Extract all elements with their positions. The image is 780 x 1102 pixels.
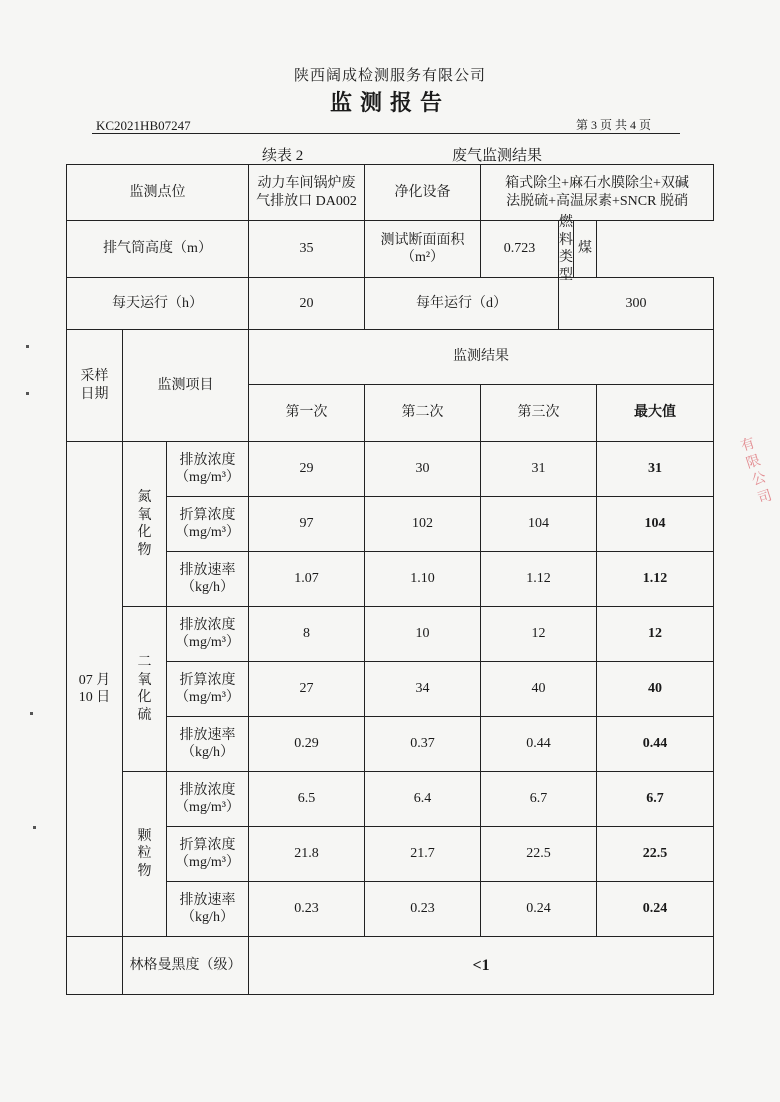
value-max: 0.44 — [597, 717, 714, 772]
pollutant-group-nox — [123, 442, 167, 607]
value-first: 0.23 — [249, 882, 365, 937]
item-line: （kg/h） — [181, 580, 234, 595]
report-number: KC2021HB07247 — [96, 118, 191, 133]
value-second: 34 — [365, 662, 481, 717]
pollutant-char: 粒 — [137, 846, 152, 862]
first-header: 第一次 — [249, 385, 365, 442]
info-row-point — [67, 165, 714, 221]
pollutant-char: 氧 — [137, 672, 152, 688]
section-area-label-line: 测试断面面积 — [380, 232, 465, 248]
value-max: 104 — [597, 497, 714, 552]
item-header: 监测项目 — [123, 330, 249, 442]
value-first: 8 — [249, 607, 365, 662]
value-second: 102 — [365, 497, 481, 552]
pollutant-char: 颗 — [137, 828, 152, 844]
value-first: 21.8 — [249, 827, 365, 882]
item-cell — [167, 607, 249, 662]
stack-height-label: 排气筒高度（m） — [67, 221, 249, 278]
item-cell — [167, 882, 249, 937]
value-max: 22.5 — [597, 827, 714, 882]
ringelmann-value: <1 — [249, 937, 714, 995]
item-line: （mg/m³） — [175, 855, 240, 870]
value-second: 1.10 — [365, 552, 481, 607]
fuel-cell — [559, 215, 597, 283]
equipment-line: 箱式除尘+麻石水膜除尘+双碱 — [505, 176, 689, 191]
value-second: 10 — [365, 607, 481, 662]
pollutant-char: 化 — [137, 525, 152, 540]
item-cell — [167, 442, 249, 497]
value-max: 0.24 — [597, 882, 714, 937]
value-max: 40 — [597, 662, 714, 717]
item-line: 排放速率 — [179, 727, 236, 743]
value-first: 97 — [249, 497, 365, 552]
info-row-operation — [67, 278, 714, 330]
second-header: 第二次 — [365, 385, 481, 442]
monitoring-point-label: 监测点位 — [67, 165, 249, 221]
value-max: 31 — [597, 442, 714, 497]
item-line: （mg/m³） — [175, 525, 240, 540]
value-max: 1.12 — [597, 552, 714, 607]
item-cell — [167, 827, 249, 882]
stack-height-value: 35 — [249, 221, 365, 278]
sampling-date-header-line: 日期 — [80, 386, 109, 402]
purification-equipment-value — [481, 165, 714, 221]
item-line: （kg/h） — [181, 910, 234, 925]
pollutant-group-so2 — [123, 607, 167, 772]
item-line: （mg/m³） — [175, 690, 240, 705]
value-third: 22.5 — [481, 827, 597, 882]
value-second: 6.4 — [365, 772, 481, 827]
pollutant-group-particulate — [123, 772, 167, 937]
pollutant-char: 物 — [137, 542, 152, 558]
continued-table-label: 续表 2 — [262, 148, 304, 164]
pollutant-char: 二 — [137, 655, 152, 670]
item-line: （mg/m³） — [175, 470, 240, 485]
item-cell — [167, 662, 249, 717]
results-header: 监测结果 — [249, 330, 714, 385]
scan-speck — [33, 826, 36, 829]
ringelmann-row — [67, 937, 714, 995]
item-line: 折算浓度 — [179, 837, 236, 853]
value-third: 104 — [481, 497, 597, 552]
header-divider — [92, 133, 680, 134]
page-number: 第 3 页 共 4 页 — [576, 118, 652, 132]
value-second: 30 — [365, 442, 481, 497]
value-first: 0.29 — [249, 717, 365, 772]
company-seal-fragment: 有限公司 — [738, 435, 774, 507]
item-line: 折算浓度 — [179, 672, 236, 688]
table-row — [67, 607, 714, 662]
item-line: （kg/h） — [181, 745, 234, 760]
value-max: 6.7 — [597, 772, 714, 827]
item-cell — [167, 497, 249, 552]
pollutant-char: 化 — [137, 690, 152, 705]
yearly-run-label: 每年运行（d） — [365, 278, 559, 330]
pollutant-char: 硫 — [137, 707, 152, 723]
value-third: 0.24 — [481, 882, 597, 937]
value-third: 0.44 — [481, 717, 597, 772]
fuel-type-label: 燃料类型 — [559, 215, 574, 283]
item-line: 排放浓度 — [179, 782, 236, 798]
report-title: 监测报告 — [329, 90, 450, 115]
table-row — [67, 442, 714, 497]
table-title: 废气监测结果 — [452, 148, 543, 164]
value-third: 1.12 — [481, 552, 597, 607]
item-cell — [167, 772, 249, 827]
item-line: 排放浓度 — [179, 617, 236, 633]
value-first: 1.07 — [249, 552, 365, 607]
company-name: 陕西阔成检测服务有限公司 — [293, 68, 486, 84]
item-cell — [167, 717, 249, 772]
scan-speck — [26, 392, 29, 395]
section-area-label-line: （m²） — [400, 250, 445, 265]
item-line: 折算浓度 — [179, 507, 236, 523]
emission-results-table — [66, 164, 714, 995]
sampling-date-line: 10 日 — [78, 690, 111, 705]
fuel-type-value: 煤 — [578, 241, 593, 257]
value-third: 31 — [481, 442, 597, 497]
pollutant-char: 氧 — [137, 507, 152, 523]
header-row-1 — [67, 330, 714, 385]
item-line: （mg/m³） — [175, 800, 240, 815]
info-row-stack — [67, 221, 714, 278]
item-line: 排放浓度 — [179, 452, 236, 468]
section-area-value: 0.723 — [481, 221, 559, 278]
item-line: 排放速率 — [179, 562, 236, 578]
value-second: 21.7 — [365, 827, 481, 882]
daily-run-value: 20 — [249, 278, 365, 330]
value-max: 12 — [597, 607, 714, 662]
value-third: 6.7 — [481, 772, 597, 827]
value-first: 27 — [249, 662, 365, 717]
item-line: 排放速率 — [179, 892, 236, 908]
monitoring-point-line: 气排放口 DA002 — [256, 193, 357, 209]
value-third: 12 — [481, 607, 597, 662]
purification-equipment-label: 净化设备 — [365, 165, 481, 221]
monitoring-point-value — [249, 165, 365, 221]
daily-run-label: 每天运行（h） — [67, 278, 249, 330]
pollutant-char: 物 — [137, 863, 152, 879]
value-third: 40 — [481, 662, 597, 717]
yearly-run-value: 300 — [559, 278, 714, 330]
ringelmann-label: 林格曼黑度（级） — [123, 937, 249, 995]
sampling-date — [67, 442, 123, 937]
section-area-label — [365, 221, 481, 278]
item-cell — [167, 552, 249, 607]
ringelmann-spacer — [67, 937, 123, 995]
value-first: 6.5 — [249, 772, 365, 827]
sampling-date-header — [67, 330, 123, 442]
table-row — [67, 772, 714, 827]
value-first: 29 — [249, 442, 365, 497]
sampling-date-header-line: 采样 — [80, 369, 109, 384]
pollutant-char: 氮 — [137, 490, 152, 505]
value-second: 0.23 — [365, 882, 481, 937]
value-second: 0.37 — [365, 717, 481, 772]
max-header: 最大值 — [597, 385, 714, 442]
equipment-line: 法脱硫+高温尿素+SNCR 脱硝 — [506, 193, 688, 209]
third-header: 第三次 — [481, 385, 597, 442]
item-line: （mg/m³） — [175, 635, 240, 650]
scan-speck — [30, 712, 33, 715]
scan-speck — [26, 345, 29, 348]
sampling-date-line: 07 月 — [78, 672, 111, 688]
monitoring-point-line: 动力车间锅炉废 — [257, 176, 356, 191]
